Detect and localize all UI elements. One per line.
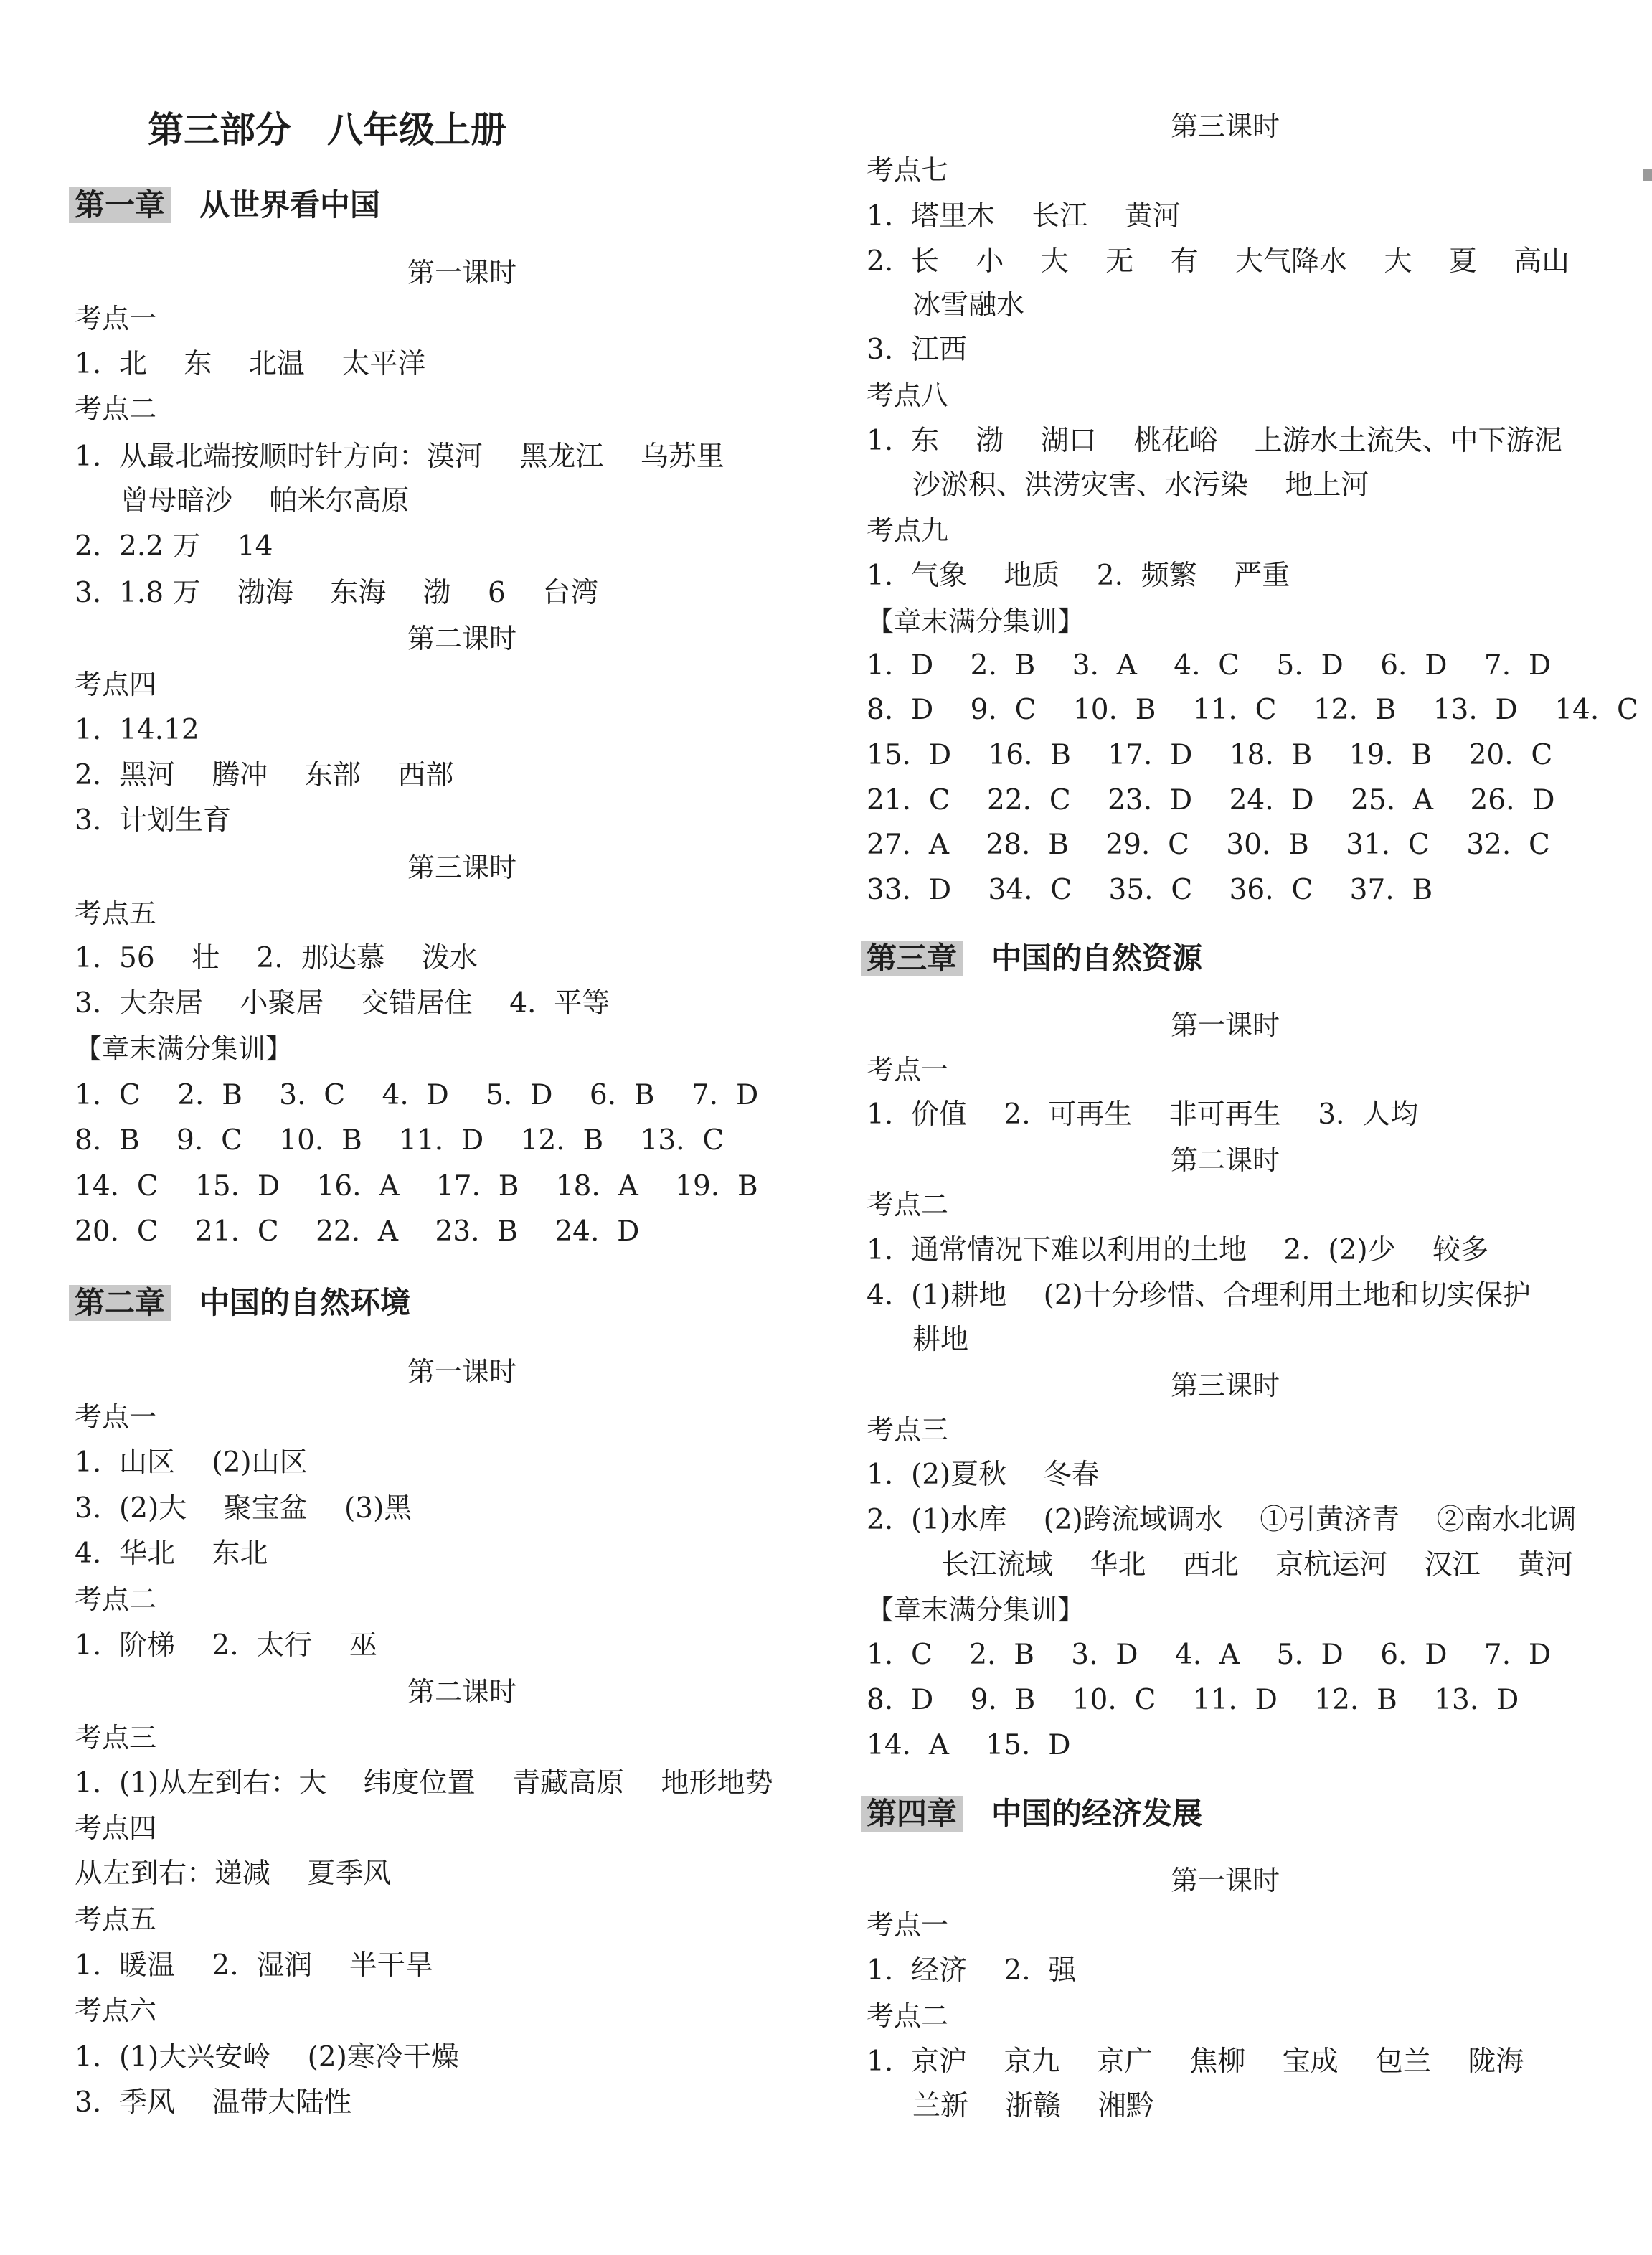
answer-line: 1. (1)从左到右：大 纬度位置 青藏高原 地形地势 — [75, 1767, 773, 1799]
answer-line: 1. 京沪 京九 京广 焦柳 宝成 包兰 陇海 — [867, 2045, 1524, 2078]
answer-line: 1. 北 东 北温 太平洋 — [75, 348, 426, 380]
answer-line: 耕地 — [912, 1324, 969, 1356]
point-heading: 考点八 — [867, 380, 949, 411]
answer-line: 2. 黑河 腾冲 东部 西部 — [75, 759, 454, 791]
part-title: 第三部分 八年级上册 — [148, 109, 506, 151]
answer-line: 8. D 9. B 10. C 11. D 12. B 13. D — [867, 1684, 1519, 1716]
lesson-heading: 第一课时 — [1170, 1009, 1280, 1041]
chapter-title: 从世界看中国 — [199, 187, 381, 222]
point-heading: 考点七 — [867, 154, 949, 186]
answer-line: 14. C 15. D 16. A 17. B 18. A 19. B — [75, 1170, 758, 1202]
point-heading: 考点四 — [75, 669, 157, 700]
answer-line: 15. D 16. B 17. D 18. B 19. B 20. C — [867, 739, 1553, 771]
chapter-heading — [75, 1281, 410, 1324]
lesson-heading: 第二课时 — [1170, 1144, 1280, 1176]
answer-line: 3. 1.8 万 渤海 东海 渤 6 台湾 — [75, 577, 599, 609]
answer-line: 1. 气象 地质 2. 频繁 严重 — [867, 560, 1290, 592]
point-heading: 考点二 — [75, 393, 157, 425]
answer-line: 2. 长 小 大 无 有 大气降水 大 夏 高山 — [867, 245, 1570, 278]
chapter-heading — [867, 937, 1202, 980]
answer-line: 8. B 9. C 10. B 11. D 12. B 13. C — [75, 1124, 724, 1157]
chapter-title: 中国的自然资源 — [991, 941, 1203, 976]
chapter-title: 中国的经济发展 — [991, 1796, 1203, 1831]
answer-line: 3. 季风 温带大陆性 — [75, 2086, 352, 2119]
chapter-tag: 第三章 — [861, 941, 963, 976]
lesson-heading: 第一课时 — [407, 1356, 516, 1388]
answer-line: 4. (1)耕地 (2)十分珍惜、合理利用土地和切实保护 — [867, 1279, 1531, 1312]
answer-line: 1. C 2. B 3. C 4. D 5. D 6. B 7. D — [75, 1079, 759, 1111]
answer-line: 1. 阶梯 2. 太行 巫 — [75, 1629, 377, 1662]
answer-line: 3. (2)大 聚宝盆 (3)黑 — [75, 1492, 412, 1525]
answer-line: 1. (1)大兴安岭 (2)寒冷干燥 — [75, 2041, 459, 2073]
answer-line: 2. 2.2 万 14 — [75, 530, 273, 562]
answer-line: 27. A 28. B 29. C 30. B 31. C 32. C — [867, 829, 1550, 861]
point-heading: 考点一 — [75, 303, 157, 334]
point-heading: 考点六 — [75, 1995, 157, 2026]
answer-line: 沙淤积、洪涝灾害、水污染 地上河 — [912, 469, 1369, 502]
chapter-tag: 第一章 — [69, 187, 171, 223]
answer-line: 3. 计划生育 — [75, 804, 232, 837]
answer-line: 1. 山区 (2)山区 — [75, 1446, 308, 1479]
answer-line: 1. 经济 2. 强 — [867, 1954, 1077, 1987]
point-heading: 考点二 — [75, 1583, 157, 1615]
point-heading: 考点四 — [75, 1812, 157, 1844]
answer-line: 曾母暗沙 帕米尔高原 — [121, 485, 410, 517]
answer-line: 8. D 9. C 10. B 11. C 12. B 13. D 14. C — [867, 694, 1638, 726]
point-heading: 考点五 — [75, 1903, 157, 1935]
lesson-heading: 第一课时 — [1170, 1865, 1280, 1896]
answer-line: 从左到右：递减 夏季风 — [75, 1858, 392, 1890]
answer-line: 长江流域 华北 西北 京杭运河 汉江 黄河 — [941, 1549, 1573, 1581]
answer-line: 1. C 2. B 3. D 4. A 5. D 6. D 7. D — [867, 1639, 1552, 1671]
answer-line: 1. (2)夏秋 冬春 — [867, 1459, 1100, 1491]
answer-line: 20. C 21. C 22. A 23. B 24. D — [75, 1215, 640, 1248]
lesson-heading: 第三课时 — [407, 852, 516, 883]
answer-line: 1. 从最北端按顺时针方向：漠河 黑龙江 乌苏里 — [75, 441, 724, 473]
answer-line: 14. A 15. D — [867, 1729, 1071, 1761]
chapter-title: 中国的自然环境 — [199, 1285, 411, 1320]
chapter-heading — [75, 184, 380, 227]
answer-line: 1. D 2. B 3. A 4. C 5. D 6. D 7. D — [867, 649, 1552, 682]
answer-line: 1. 东 渤 湖口 桃花峪 上游水土流失、中下游泥 — [867, 425, 1562, 457]
training-heading: 【章末满分集训】 — [867, 1594, 1085, 1626]
point-heading: 考点一 — [75, 1401, 157, 1433]
point-heading: 考点一 — [867, 1054, 949, 1086]
answer-line: 4. 华北 东北 — [75, 1538, 268, 1570]
chapter-heading — [867, 1792, 1202, 1835]
answer-line: 1. 价值 2. 可再生 非可再生 3. 人均 — [867, 1098, 1419, 1131]
training-heading: 【章末满分集训】 — [867, 606, 1085, 637]
lesson-heading: 第一课时 — [407, 257, 516, 288]
answer-line: 兰新 浙赣 湘黔 — [912, 2090, 1154, 2122]
point-heading: 考点三 — [75, 1722, 157, 1753]
answer-line: 1. 14.12 — [75, 714, 199, 746]
answer-line: 33. D 34. C 35. C 36. C 37. B — [867, 874, 1433, 906]
answer-line: 1. 通常情况下难以利用的土地 2. (2)少 较多 — [867, 1234, 1489, 1266]
point-heading: 考点二 — [867, 2000, 949, 2032]
training-heading: 【章末满分集训】 — [75, 1033, 293, 1065]
lesson-heading: 第三课时 — [1170, 110, 1280, 142]
answer-line: 1. 暖温 2. 湿润 半干旱 — [75, 1949, 433, 1982]
point-heading: 考点一 — [867, 1909, 949, 1941]
point-heading: 考点三 — [867, 1414, 949, 1446]
answer-line: 冰雪融水 — [912, 289, 1025, 321]
answer-line: 2. (1)水库 (2)跨流域调水 ①引黄济青 ②南水北调 — [867, 1504, 1577, 1536]
lesson-heading: 第二课时 — [407, 623, 516, 654]
answer-line: 21. C 22. C 23. D 24. D 25. A 26. D — [867, 784, 1555, 816]
point-heading: 考点九 — [867, 514, 949, 546]
answer-line: 3. 江西 — [867, 334, 968, 366]
chapter-tag: 第二章 — [69, 1285, 171, 1321]
lesson-heading: 第二课时 — [407, 1676, 516, 1708]
answer-line: 1. 塔里木 长江 黄河 — [867, 200, 1181, 232]
page-edge-mark — [1643, 169, 1652, 181]
answer-line: 1. 56 壮 2. 那达慕 泼水 — [75, 942, 478, 974]
lesson-heading: 第三课时 — [1170, 1370, 1280, 1401]
point-heading: 考点二 — [867, 1189, 949, 1220]
chapter-tag: 第四章 — [861, 1796, 963, 1832]
answer-line: 3. 大杂居 小聚居 交错居住 4. 平等 — [75, 987, 610, 1020]
point-heading: 考点五 — [75, 898, 157, 929]
